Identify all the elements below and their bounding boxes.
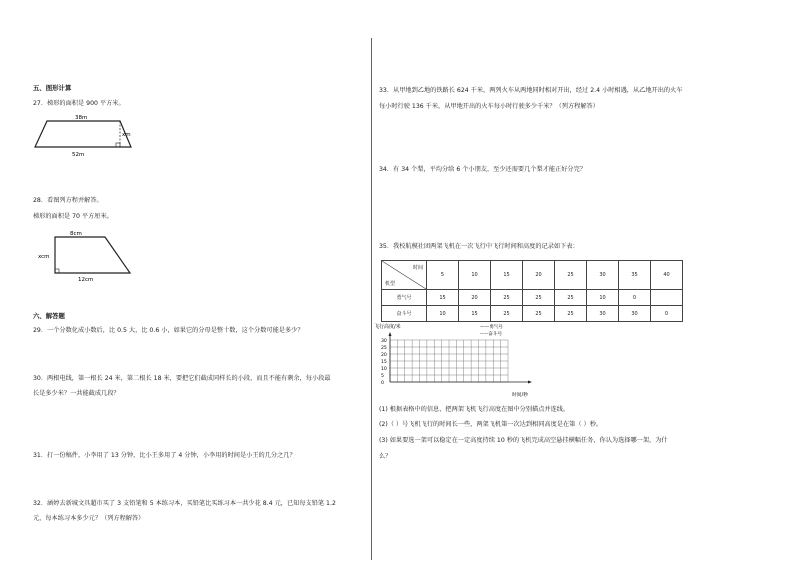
- fig28-bottom-label: 12cm: [78, 277, 94, 283]
- table-cell: 25: [491, 306, 523, 322]
- question-34: 34．有 34 个梨，平均分给 6 个小朋友，至少还需要几个梨才能正好分完？: [379, 166, 586, 173]
- y-tick-label: 0: [381, 380, 384, 386]
- section-5-title: 五、图形计算: [33, 84, 72, 92]
- y-tick-label: 10: [381, 366, 387, 372]
- table-cell: 15: [459, 306, 491, 322]
- sub-question-3-line-1: (3) 如果要选一架可以稳定在一定高度持续 10 秒的飞机完成高空悬挂横幅任务，你认为选择哪一架，为什: [379, 437, 668, 444]
- chart-y-label: 飞行高度/米: [374, 324, 401, 330]
- question-31: 31．打一份稿件，小李用了 13 分钟，比小王多用了 4 分钟，小李用的时间是小王的几分之几？: [33, 452, 296, 459]
- time-header: 10: [459, 261, 491, 290]
- question-32-line-1: 32．涵婷去新城文具超市买了 3 支铅笔和 5 本练习本，买铅笔比买练习本一共少花 8.4 元，已知每支铅笔 1.2: [33, 500, 336, 507]
- fig27-top-label: 38m: [75, 115, 88, 121]
- table-cell: 25: [523, 290, 555, 306]
- corner-model-label: 机型: [385, 281, 396, 287]
- y-axis-arrow: [389, 332, 392, 336]
- fig28-top-label: 8cm: [70, 231, 82, 237]
- table-cell: 10: [587, 290, 619, 306]
- question-27: 27．梯形的面积是 900 平方米。: [33, 100, 125, 107]
- blank-grid-chart: [372, 320, 547, 402]
- legend-struggle: -----奋斗号: [480, 332, 503, 337]
- legend-courage: ——勇气号: [480, 325, 503, 330]
- chart-y-ticks: [381, 338, 387, 386]
- section-6-title: 六、解答题: [33, 312, 65, 320]
- fig27-side-label: xm: [122, 132, 131, 138]
- table-cell: 0: [651, 306, 683, 322]
- y-tick-label: 5: [381, 373, 384, 379]
- question-28-line-2: 梯形的面积是 70 平方厘米。: [33, 213, 113, 220]
- time-header: 5: [427, 261, 459, 290]
- table-cell: 15: [427, 290, 459, 306]
- time-header: 20: [523, 261, 555, 290]
- corner-time-label: 时间: [412, 265, 423, 271]
- y-tick-label: 15: [381, 359, 387, 365]
- sub-question-1: (1) 根据表格中的信息，把两架飞机飞行高度在图中分别描点并连线。: [379, 406, 570, 413]
- time-header: 40: [651, 261, 683, 290]
- table-cell: 10: [427, 306, 459, 322]
- table-row: [382, 290, 683, 306]
- question-28-line-1: 28．看图列方程并解答。: [33, 197, 103, 204]
- table-cell: 20: [459, 290, 491, 306]
- question-29: 29．一个分数化成小数后，比 0.5 大，比 0.6 小，如果它的分母是整十数，这个分数可能是多少？: [33, 327, 304, 334]
- trapezoid-figure-27: [30, 112, 140, 160]
- table-cell: 30: [587, 306, 619, 322]
- trapezoid-figure-28: [30, 228, 140, 284]
- sub-question-2: (2)（ ）号飞机飞行的时间长一些，两架飞机第一次达到相同高度是在第（ ）秒。: [379, 421, 603, 428]
- fig28-side-label: xcm: [38, 254, 50, 260]
- y-tick-label: 20: [381, 352, 387, 358]
- y-tick-label: 25: [381, 345, 387, 351]
- question-32-line-2: 元，每本练习本多少元？（列方程解答）: [33, 515, 145, 522]
- question-33-line-1: 33．从甲地到乙地的铁路长 624 千米，两列火车从两地同时相对开出，经过 2.4 小时相遇，从乙地开出的火车: [379, 87, 683, 94]
- table-cell: 25: [523, 306, 555, 322]
- question-33-line-2: 每小时行驶 136 千米，从甲地开出的火车每小时行驶多少千米？（列方程解答）: [379, 103, 599, 110]
- table-cell: 30: [619, 306, 651, 322]
- table-cell: 25: [491, 290, 523, 306]
- chart-x-label: 时间/秒: [512, 393, 529, 398]
- flight-data-table: [381, 260, 683, 322]
- question-35: 35．我校航模社团两架飞机在一次飞行中飞行时间和高度的记录如下表：: [379, 243, 579, 250]
- question-30-line-1: 30．两根电线，第一根长 24 米，第二根长 18 米，要把它们截成同样长的小段，而且不能有剩余，每小段最: [33, 375, 331, 382]
- row-name: 奋斗号: [382, 306, 427, 322]
- row-name: 勇气号: [382, 290, 427, 306]
- time-header: 25: [555, 261, 587, 290]
- time-header: 15: [491, 261, 523, 290]
- table-cell: 25: [555, 306, 587, 322]
- time-header: 35: [619, 261, 651, 290]
- y-tick-label: 30: [381, 338, 387, 344]
- table-cell: [651, 290, 683, 306]
- fig27-bottom-label: 52m: [72, 152, 85, 158]
- chart-gridlines: [390, 340, 508, 382]
- table-cell: 25: [555, 290, 587, 306]
- question-30-line-2: 长是多少米？一共能截成几段？: [33, 390, 120, 397]
- sub-question-3-line-2: 么？: [379, 453, 392, 460]
- table-cell: 0: [619, 290, 651, 306]
- table-corner-cell: [382, 261, 427, 290]
- time-header: 30: [587, 261, 619, 290]
- x-axis-arrow: [528, 381, 532, 384]
- column-divider: [371, 38, 372, 560]
